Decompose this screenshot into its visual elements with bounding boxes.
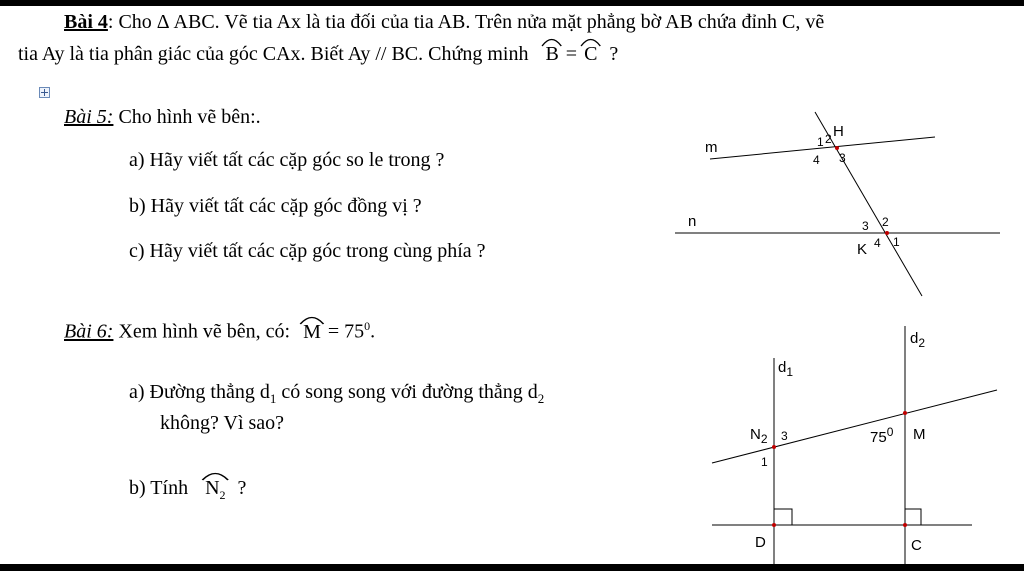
label-d2: $d_2$ bbox=[910, 330, 926, 350]
bottom-border bbox=[0, 564, 1024, 571]
angle-c: C bbox=[582, 44, 599, 64]
label-n: n bbox=[688, 213, 697, 230]
bai5-title: Bài 5: bbox=[64, 106, 114, 128]
k-angle-1: 1 bbox=[893, 235, 900, 249]
h-angle-1: 1 bbox=[817, 135, 824, 149]
label-h: H bbox=[833, 123, 844, 140]
equals-sign: = bbox=[565, 43, 578, 65]
h-angle-2: 2 bbox=[825, 132, 832, 146]
n-angle-3: 3 bbox=[781, 429, 788, 443]
bai5-item-a: a) Hãy viết tất các cặp góc so le trong ? bbox=[129, 149, 445, 171]
angle-m-value: = 75 bbox=[327, 320, 365, 343]
bai6-a-prefix: a) Đường thẳng d bbox=[129, 381, 270, 403]
label-m: m bbox=[705, 139, 718, 156]
h-angle-4: 4 bbox=[813, 153, 820, 167]
bai6-a-sub2: 2 bbox=[537, 391, 545, 406]
bai6-title: Bài 6: bbox=[64, 320, 114, 343]
bai4-title: Bài 4 bbox=[64, 11, 108, 33]
question-mark: ? bbox=[609, 43, 619, 65]
bai5-item-b: b) Hãy viết tất các cặp góc đồng vị ? bbox=[129, 195, 422, 217]
label-m: M bbox=[913, 426, 926, 443]
bai6-b-prefix: b) Tính bbox=[129, 477, 189, 499]
k-angle-3: 3 bbox=[862, 219, 869, 233]
point-c-dot bbox=[903, 523, 907, 527]
angle-n2: $N_2$ bbox=[203, 478, 227, 501]
label-d: D bbox=[755, 534, 766, 551]
bai5-item-c: c) Hãy viết tất các cặp góc trong cùng phía ? bbox=[129, 240, 486, 262]
label-m-angle: $75^0$ bbox=[870, 425, 894, 446]
k-angle-2: 2 bbox=[882, 215, 889, 229]
bai6-item-a-line2: không? Vì sao? bbox=[160, 412, 285, 434]
bai6-b-suffix: ? bbox=[237, 477, 247, 499]
point-d-dot bbox=[772, 523, 776, 527]
angle-b: B bbox=[543, 44, 560, 64]
bai5-intro: Cho hình vẽ bên:. bbox=[113, 106, 261, 128]
k-angle-4: 4 bbox=[874, 236, 881, 250]
bai6-a-sub1: 1 bbox=[269, 391, 277, 406]
h-angle-3: 3 bbox=[839, 151, 846, 165]
point-m-dot bbox=[903, 411, 907, 415]
degree-mark: 0 bbox=[364, 319, 371, 333]
right-angle-c bbox=[905, 509, 921, 525]
bai4-text1: : Cho Δ ABC. Vẽ tia Ax là tia đối của tia AB. Trên nửa mặt phẳng bờ AB chứa đỉnh C, vẽ bbox=[107, 11, 825, 33]
period: . bbox=[370, 320, 376, 343]
label-n2: $N_2$ bbox=[750, 426, 768, 446]
bai4-text2: tia Ay là tia phân giác của góc CAx. Biết Ay // BC. Chứng minh bbox=[18, 43, 529, 65]
label-k: K bbox=[857, 241, 868, 258]
bai6-intro: Xem hình vẽ bên, có: bbox=[113, 320, 291, 343]
label-c: C bbox=[911, 537, 922, 554]
point-n-dot bbox=[772, 445, 776, 449]
label-d1: $d_1$ bbox=[778, 359, 794, 379]
angle-m: M bbox=[301, 322, 323, 342]
n-angle-1: 1 bbox=[761, 455, 768, 469]
right-angle-d bbox=[774, 509, 792, 525]
bai6-a-mid: có song song với đường thẳng d bbox=[276, 381, 538, 403]
